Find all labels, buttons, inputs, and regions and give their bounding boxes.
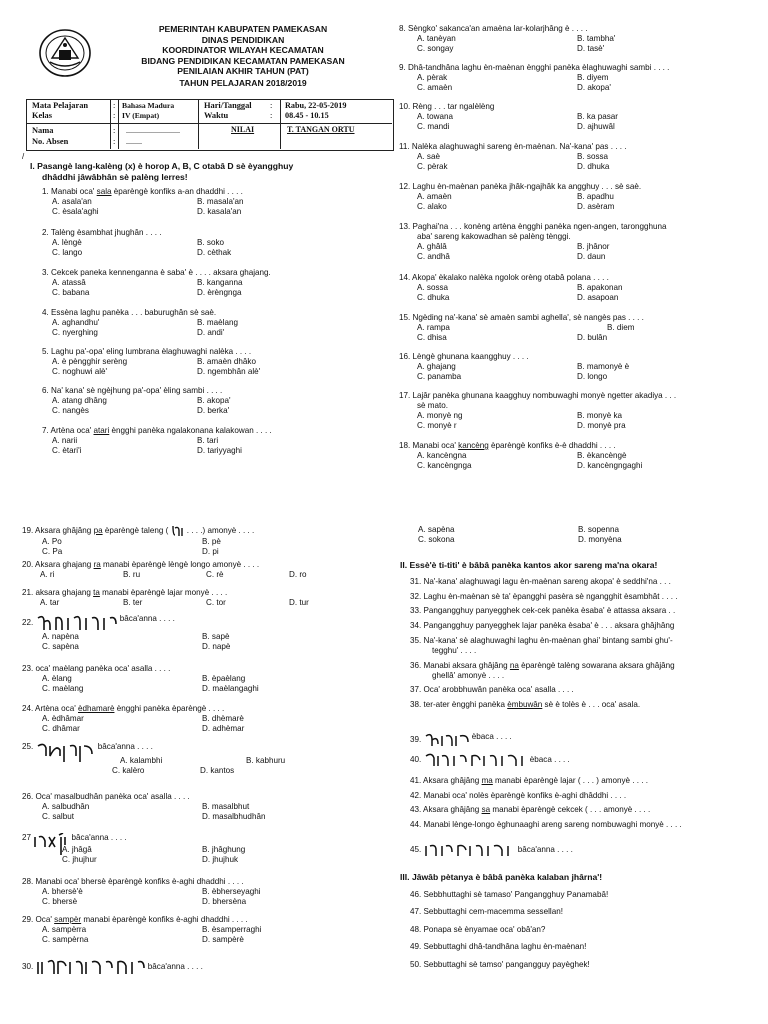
option-c[interactable]: C. nyerghing xyxy=(52,328,98,338)
option-b[interactable]: B. èsamperraghi xyxy=(202,925,262,935)
question-39: 39. èbaca . . . . xyxy=(410,732,760,748)
question-16: 16. Lèngè ghunana kaangghuy . . . . A. ghajang B. mamonyè è C. panamba D. longo xyxy=(399,352,749,382)
option-b[interactable]: B. èpaèlang xyxy=(202,674,246,684)
option-c[interactable]: C. monyè r xyxy=(417,421,457,431)
option-b[interactable]: B. sossa xyxy=(577,152,609,162)
option-c[interactable]: C. songay xyxy=(417,44,454,54)
question-19: 19. Aksara ghâjâng pa èparèngè taleng ( . . . .) amonyè . . . . A. Po B. pè C. Pa D. pi xyxy=(22,525,362,557)
option-b[interactable]: B. diem xyxy=(607,323,635,333)
option-d[interactable]: D. ajhuwâl xyxy=(577,122,615,132)
option-b[interactable]: B. apadhu xyxy=(577,192,614,202)
info-labels-left xyxy=(32,101,88,120)
option-d[interactable]: D. masalbhudhân xyxy=(202,812,266,822)
option-a[interactable]: A. tanèyan xyxy=(417,34,456,44)
question-6: 6. Na' kana' sè ngèjhung pa'-opa' èling sambi . . . . A. atang dhâng B. akopa' C. nangès D. berka' xyxy=(42,386,342,416)
option-a[interactable]: A. atang dhâng xyxy=(52,396,107,406)
option-b[interactable]: B. ru xyxy=(123,570,141,580)
time-value: 08.45 - 10.15 xyxy=(285,110,329,120)
option-a[interactable]: A. Po xyxy=(42,537,62,546)
info-table-col-line xyxy=(280,99,281,149)
school-logo-icon xyxy=(38,28,92,78)
option-a[interactable]: A. asala'an xyxy=(52,197,92,207)
option-a[interactable]: A. pèrak xyxy=(417,73,448,83)
question-30: 30. bâca'anna . . . . xyxy=(22,958,372,976)
option-a[interactable]: A. ghajang xyxy=(417,362,456,372)
time-label: Waktu xyxy=(204,110,229,120)
option-d[interactable]: D. adhèmar xyxy=(202,724,245,734)
colon: : xyxy=(113,101,116,110)
option-c[interactable]: C. dhuka xyxy=(417,293,450,303)
option-a[interactable]: A. èdhâmar xyxy=(42,714,84,724)
option-d[interactable]: D. bhersèna xyxy=(202,897,247,907)
header-line-government: PEMERINTAH KABUPATEN PAMEKASAN xyxy=(158,24,328,34)
option-c[interactable]: C. dhâmar xyxy=(42,724,80,734)
option-a[interactable]: A. saè xyxy=(417,152,440,162)
question-24: 24. Artèna oca' èdhamarè èngghi panèka èparèngè . . . . A. èdhâmar B. dhèmarè C. dhâmar D. adhèmar xyxy=(22,704,372,734)
javanese-script-glyph-icon xyxy=(36,958,146,976)
colon: : xyxy=(270,110,273,120)
question-34: 34. Pangangghuy panyegghek lajar panèka èsaba' è . . . aksara ghâjhâng xyxy=(410,621,675,631)
option-c[interactable]: C. panamba xyxy=(417,372,462,382)
option-d[interactable]: D. dhuka xyxy=(577,162,610,172)
option-c[interactable]: C. Pa xyxy=(42,547,63,557)
info-table-divider xyxy=(26,123,392,124)
question-15: 15. Ngèding na'-kana' sè amaèn sambi aghella', sè nangès pas . . . . A. rampa B. diem C. dhisa D. bulân xyxy=(399,313,749,343)
info-table-col-line xyxy=(118,99,119,149)
option-c[interactable]: C. rè xyxy=(206,570,224,580)
info-colons-1 xyxy=(113,101,115,120)
option-d[interactable]: D. kasala'an xyxy=(197,207,242,217)
section-3-questions xyxy=(410,889,760,970)
option-a[interactable]: A. towana xyxy=(417,112,453,122)
option-a[interactable]: A. ghâlâ xyxy=(417,242,447,252)
javanese-script-glyph-icon xyxy=(424,752,528,768)
section-2-questions-b xyxy=(410,776,760,835)
question-35: 35. Na'-kana' sè alaghuwaghi laghu èn-maènan ghai' bintang sambi ghu'- tegghu' . . . . xyxy=(410,635,673,655)
question-1: 1. Manabi oca' sala èparèngè konfiks a-an dhaddhi . . . . A. asala'an B. masala'an C. èsala'aghi D. kasala'an xyxy=(42,187,342,217)
option-c[interactable]: C. lango xyxy=(52,248,83,258)
absence-number-label: No. Absen xyxy=(32,136,69,146)
option-c[interactable]: C. alako xyxy=(417,202,447,212)
option-d[interactable]: D. maèlangaghi xyxy=(202,684,259,694)
student-labels xyxy=(32,126,68,147)
option-a[interactable]: A. rampa xyxy=(417,323,450,333)
question-30-options xyxy=(400,525,750,545)
option-b[interactable]: B. monyè ka xyxy=(577,411,622,421)
info-labels-right xyxy=(204,101,252,120)
parent-signature-label: T. TANGAN ORTU xyxy=(287,125,355,134)
option-a[interactable]: A. salbudhân xyxy=(42,802,90,812)
option-a[interactable]: A. bhersè'è xyxy=(42,887,83,897)
question-17: 17. Lajâr panèka ghunana kaagghuy nombuwaghi monyè ngetter akadiya . . . sè mato. A. monyè ng B. monyè ka C. monyè r D. monyè pra xyxy=(399,391,759,431)
info-colons-3 xyxy=(113,126,115,147)
option-b[interactable]: B. masala'an xyxy=(197,197,244,207)
option-a[interactable]: A. lèngè xyxy=(52,238,82,248)
option-a[interactable]: A. kancèngna xyxy=(417,451,467,461)
question-13: 13. Paghai'na . . . konèng artèna èngghi panèka ngen-angen, tarongghuna aba' sareng kakowadhan sè palèng tènggi. A. ghâlâ B. jhânor C. andhâ D. daun xyxy=(399,222,759,262)
question-9: 9. Dhâ-tandhâna laghu èn-maènan èngghi panèka èlaghuwaghi sambi . . . . A. pèrak B. diyem C. amaèn D. akopa' xyxy=(399,63,749,93)
question-4: 4. Essèna laghu panèka . . . baburughân sè saè. A. aghandhu' B. maèlang C. nyerghing D. andi' xyxy=(42,308,342,338)
option-d[interactable]: D. èrèngnga xyxy=(197,288,242,298)
option-d[interactable]: D. asapoan xyxy=(577,293,619,303)
name-label: Nama xyxy=(32,126,54,135)
question-12: 12. Laghu èn-maènan panèka jhâk-ngajhâk ka angghuy . . . sè saè. A. amaèn B. apadhu C. alako D. asèram xyxy=(399,182,749,212)
option-d[interactable]: D. berka' xyxy=(197,406,230,416)
option-d[interactable]: D. bulân xyxy=(577,333,608,343)
option-c[interactable]: C. kalèro xyxy=(112,766,145,776)
option-a[interactable]: A. kalambhi xyxy=(120,756,163,765)
day-date-label: Hari/Tanggal xyxy=(204,101,252,110)
question-37: 37. Oca' arobbhuwân panèka oca' asalla . . . . xyxy=(410,685,574,695)
option-b[interactable]: B. sopenna xyxy=(578,525,619,534)
option-b[interactable]: B. èbherseyaghi xyxy=(202,887,261,897)
option-b[interactable]: B. apakonan xyxy=(577,283,623,293)
option-c[interactable]: C. tor xyxy=(206,598,226,608)
section-1-title-line2: dhâddhi jâwâbhân sè palèng lerres! xyxy=(42,172,188,182)
absence-number-field[interactable]: ........ xyxy=(126,136,142,146)
question-46: 46. Sebbhuttaghi sè tamaso' Pangangghuy Panamabâ! xyxy=(410,890,609,899)
question-20: 20. Aksara ghajang ra manabi èparèngè lèngè longo amonyè . . . . A. ri B. ru C. rè D. ro xyxy=(22,560,372,580)
question-49: 49. Sebbuttaghi dhâ-tandhâna laghu èn-maènan! xyxy=(410,942,587,952)
option-b[interactable]: B. èkancèngè xyxy=(577,451,627,461)
info-table-col-line xyxy=(110,99,111,149)
option-c[interactable]: C. sapèna xyxy=(42,642,79,652)
option-d[interactable]: D. ro xyxy=(289,570,307,580)
option-b[interactable]: B. soko xyxy=(197,238,224,248)
option-c[interactable]: C. babana xyxy=(52,288,90,298)
option-b[interactable]: B. kanganna xyxy=(197,278,243,288)
option-b[interactable]: B. maèlang xyxy=(197,318,238,328)
option-c[interactable]: C. andhâ xyxy=(417,252,450,262)
option-b[interactable]: B. masalbhut xyxy=(202,802,250,812)
question-50: 50. Sebbuttaghi sè tamso' pangangguy payèghek! xyxy=(410,959,590,969)
option-a[interactable]: A. atassâ xyxy=(52,278,86,288)
colon: : xyxy=(113,110,116,120)
question-8: 8. Sèngko' sakanca'an amaèna lar-kolarjhâng è . . . . A. tanèyan B. tambha' C. songay D. tasè' xyxy=(399,24,749,54)
option-b[interactable]: B. tambha' xyxy=(577,34,616,44)
question-25: 25. bâca'anna . . . . A. kalambhi B. kabhuru C. kalèro D. kantos xyxy=(22,742,372,776)
option-c[interactable]: C. noghuwi alè' xyxy=(52,367,108,377)
option-c[interactable]: C. kancèngnga xyxy=(417,461,472,471)
option-c[interactable]: C. sokona xyxy=(418,535,455,545)
question-22: 22. bâca'anna . . . . A. napèna B. sapè C. sapèna D. napè xyxy=(22,614,372,652)
option-d[interactable]: D. tariyyaghi xyxy=(197,446,242,456)
info-values-left xyxy=(122,101,174,120)
question-10: 10. Rèng . . . tar ngalèlèng A. towana B. ka pasar C. mandi D. ajhuwâl xyxy=(399,102,749,132)
info-values-right xyxy=(285,101,346,120)
option-c[interactable]: C. maèlang xyxy=(42,684,84,694)
question-38: 38. ter-ater èngghi panèka èmbuwân sè è tolès è . . . oca' asala. xyxy=(410,700,641,710)
option-b[interactable]: B. kabhuru xyxy=(246,756,286,765)
question-32: 32. Laghu èn-maènan sè ta' èpangghi pasèra sè ngangghit èsambhât . . . . xyxy=(410,591,678,601)
option-c[interactable]: C. èsala'aghi xyxy=(52,207,99,217)
question-47: 47. Sebbuttaghi cem-macemma sessellan! xyxy=(410,907,563,917)
question-41: 41. Aksara ghâjâng ma manabi èparèngè lajar ( . . . ) amonyè . . . . xyxy=(410,776,649,785)
option-d[interactable]: D. tur xyxy=(289,598,309,608)
option-b[interactable]: B. ka pasar xyxy=(577,112,618,122)
question-27: 27 bâca'anna . . . . A. jhâgâ B. jhâghung C. jhujhur D. jhujhuk xyxy=(22,833,372,865)
question-11: 11. Nalèka alaghuwaghi sareng èn-maènan. Na'-kana' pas . . . . A. saè B. sossa C. pèrak D. dhuka xyxy=(399,142,749,172)
document-header xyxy=(98,24,388,89)
option-a[interactable]: A. èlang xyxy=(42,674,72,684)
header-line-dinas: DINAS PENDIDIKAN xyxy=(201,34,285,45)
option-c[interactable]: C. amaèn xyxy=(417,83,453,93)
stray-slash: / xyxy=(22,152,25,161)
option-a[interactable]: A. narii xyxy=(52,436,78,446)
question-29: 29. Oca' sampèr manabi èparèngè konfiks è-aghi dhaddhi . . . . A. sampèrra B. èsamperraghi C. sampèrna D. sampèrè xyxy=(22,915,372,945)
subject-label: Mata Pelajaran xyxy=(32,101,89,110)
class-label: Kelas xyxy=(32,110,53,120)
section-2-title: II. Essè'è ti-titi' è bâbâ panèka kantos akor sareng ma'na okara! xyxy=(400,560,658,570)
question-45: 45. bâca'anna . . . . xyxy=(410,842,760,858)
option-c[interactable]: C. nangès xyxy=(52,406,89,416)
question-28: 28. Manabi oca' bhersè èparèngè konfiks è-aghi dhaddhi . . . . A. bhersè'è B. èbherseyaghi C. bhersè D. bhersèna xyxy=(22,877,372,907)
option-c[interactable]: C. jhujhur xyxy=(62,855,97,865)
question-2: 2. Talèng èsambhat jhughân . . . . A. lèngè B. soko C. lango D. cèthak xyxy=(42,228,342,258)
question-40: 40. èbaca . . . . xyxy=(410,752,760,768)
question-21: 21. aksara ghajang ta manabi èparèngè lajar monyè . . . . A. tar B. ter C. tor D. tur xyxy=(22,588,372,608)
option-c[interactable]: C. ètari'i xyxy=(52,446,82,456)
score-label: NILAI xyxy=(231,125,255,134)
option-d[interactable]: D. akopa' xyxy=(577,83,611,93)
option-a[interactable]: A. monyè ng xyxy=(417,411,463,421)
javanese-script-glyph-icon xyxy=(424,842,516,858)
question-42: 42. Manabi oca' nolès èparèngè konfiks è-aghi dhâddhi . . . . xyxy=(410,790,627,800)
option-d[interactable]: D. jhujhuk xyxy=(202,855,238,865)
option-c[interactable]: C. sampèrna xyxy=(42,935,89,945)
option-a[interactable]: A. aghandhu' xyxy=(52,318,100,328)
option-a[interactable]: A. tar xyxy=(40,598,60,608)
question-23: 23. oca' maèlang panèka oca' asalla . . . . A. èlang B. èpaèlang C. maèlang D. maèlangaghi xyxy=(22,664,372,694)
option-d[interactable]: D. monyèna xyxy=(578,535,622,545)
option-a[interactable]: A. amaèn xyxy=(417,192,452,202)
option-d[interactable]: D. daun xyxy=(577,252,606,262)
info-table-col-line xyxy=(198,99,199,149)
question-5: 5. Laghu pa'-opa' eling lumbrana èlaghuwaghi nalèka . . . . A. è pèngghir serèng B. amaèn dhâko C. noghuwi alè' D. ngembhân alè' xyxy=(42,347,342,377)
header-line-bidang: BIDANG PENDIDIKAN KECAMATAN PAMEKASAN xyxy=(141,55,345,66)
day-date-value: Rabu, 22-05-2019 xyxy=(285,101,347,110)
option-d[interactable]: D. pi xyxy=(202,547,219,557)
javanese-script-glyph-icon xyxy=(36,614,118,632)
question-31: 31. Na'-kana' alaghuwagi lagu èn-maènan sareng akopa' è seddhi'na . . . xyxy=(410,577,671,586)
question-48: 48. Ponapa sè ènyamae oca' obâ'an? xyxy=(410,924,546,934)
option-c[interactable]: C. mandi xyxy=(417,122,450,132)
option-d[interactable]: D. ngembhân alè' xyxy=(197,367,261,377)
option-d[interactable]: D. napè xyxy=(202,642,231,652)
colon: : xyxy=(113,126,116,135)
option-b[interactable]: B. diyem xyxy=(577,73,609,83)
colon: : xyxy=(113,136,116,146)
name-field[interactable]: ........................... xyxy=(126,126,180,135)
question-36: 36. Manabi aksara ghâjâng na èparèngè talèng sowarana aksara ghâjâng ghellâ' amonyè . . . . xyxy=(410,660,675,680)
option-d[interactable]: D. cèthak xyxy=(197,248,232,258)
class-value: IV (Empat) xyxy=(122,110,160,120)
question-43: 43. Aksara ghâjâng sa manabi èparèngè cekcek ( . . . amonyè . . . . xyxy=(410,805,651,815)
option-a[interactable]: A. ri xyxy=(40,570,55,580)
student-values xyxy=(126,126,180,147)
option-d[interactable]: D. sampèrè xyxy=(202,935,244,945)
option-b[interactable]: B. ter xyxy=(123,598,143,608)
option-a[interactable]: A. napèna xyxy=(42,632,79,641)
option-a[interactable]: A. jhâgâ xyxy=(62,845,92,854)
javanese-script-glyph-icon xyxy=(36,742,96,764)
option-c[interactable]: C. salbut xyxy=(42,812,74,822)
option-b[interactable]: B. sapè xyxy=(202,632,230,641)
option-a[interactable]: A. sapèna xyxy=(418,525,455,534)
question-33: 33. Pangangghuy panyegghek cek-cek panèka èsaba' è attassa aksara . . xyxy=(410,606,676,616)
question-18: 18. Manabi oca' kancèng èparèngè konfiks è-è dhaddhi . . . . A. kancèngna B. èkancèngè C. kancèngnga D. kancèngngaghi xyxy=(399,441,749,471)
option-b[interactable]: B. mamonyè è xyxy=(577,362,630,372)
section-2-questions xyxy=(410,577,760,715)
option-b[interactable]: B. pè xyxy=(202,537,221,546)
option-b[interactable]: B. jhânor xyxy=(577,242,610,252)
option-a[interactable]: A. sossa xyxy=(417,283,449,293)
option-d[interactable]: D. longo xyxy=(577,372,608,382)
section-1-title xyxy=(30,161,400,183)
option-a[interactable]: A. è pèngghir serèng xyxy=(52,357,128,367)
option-d[interactable]: D. tasè' xyxy=(577,44,605,54)
option-b[interactable]: B. amaèn dhâko xyxy=(197,357,256,367)
section-1-title-line1: I. Pasangè lang-kalèng (x) è horop A, B, C otabâ D sè èyangghuy xyxy=(30,161,294,171)
header-line-year: TAHUN PELAJARAN 2018/2019 xyxy=(179,77,307,88)
option-c[interactable]: C. dhisa xyxy=(417,333,447,343)
colon: : xyxy=(270,101,273,110)
question-7: 7. Artèna oca' atari èngghi panèka ngalakonana kalakowan . . . . A. narii B. tari C. ètari'i D. tariyyaghi xyxy=(42,426,342,456)
option-d[interactable]: D. andi' xyxy=(197,328,225,338)
section-3-title: III. Jâwâb pètanya è bâbâ panèka kalaban jhârna'! xyxy=(400,872,603,882)
question-26: 26. Oca' masalbudhân panèka oca' asalla . . . . A. salbudhân B. masalbhut C. salbut D. masalbhudhân xyxy=(22,792,372,822)
option-d[interactable]: D. kantos xyxy=(200,766,235,776)
option-c[interactable]: C. bhersè xyxy=(42,897,78,907)
option-a[interactable]: A. sampèrra xyxy=(42,925,87,935)
header-line-exam: PENILAIAN AKHIR TAHUN (PAT) xyxy=(177,66,309,77)
option-d[interactable]: D. kancèngngaghi xyxy=(577,461,643,471)
option-b[interactable]: B. jhâghung xyxy=(202,845,246,854)
taleng-glyph-icon xyxy=(171,525,185,537)
option-d[interactable]: D. monyè pra xyxy=(577,421,626,431)
header-line-koordinator: KOORDINATOR WILAYAH KECAMATAN xyxy=(162,45,324,56)
info-colons-2 xyxy=(270,101,272,120)
question-14: 14. Akopa' èkalako nalèka ngolok orèng otabâ polana . . . . A. sossa B. apakonan C. dhuka D. asapoan xyxy=(399,273,749,303)
subject-value: Bahasa Madura xyxy=(122,101,175,110)
option-b[interactable]: B. akopa' xyxy=(197,396,231,406)
option-c[interactable]: C. pèrak xyxy=(417,162,448,172)
option-d[interactable]: D. asèram xyxy=(577,202,615,212)
option-b[interactable]: B. tari xyxy=(197,436,219,446)
question-3: 3. Cekcek paneka kennenganna è saba' è . . . . aksara ghajang. A. atassâ B. kanganna C. babana D. èrèngnga xyxy=(42,268,342,298)
javanese-script-glyph-icon xyxy=(424,732,470,748)
question-44: 44. Manabi lènge-longo èghunaaghi areng sareng nombuwaghi monyè . . . . xyxy=(410,820,682,830)
option-b[interactable]: B. dhèmarè xyxy=(202,714,244,724)
